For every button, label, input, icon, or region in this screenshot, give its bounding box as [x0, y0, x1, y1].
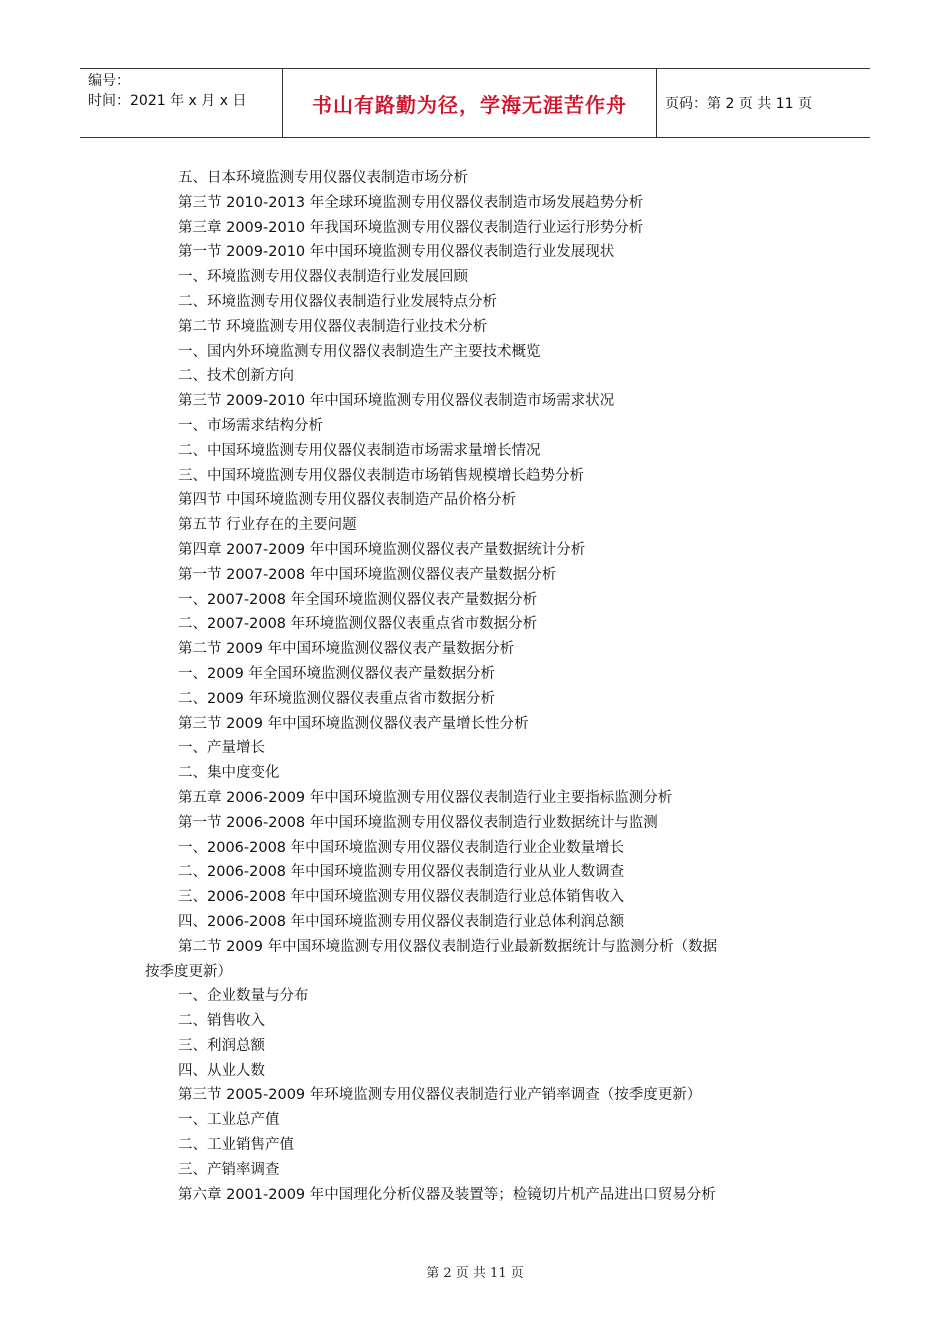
toc-line: 三、中国环境监测专用仪器仪表制造市场销售规模增长趋势分析 — [178, 467, 584, 484]
toc-line: 第三节 2009-2010 年中国环境监测专用仪器仪表制造市场需求状况 — [178, 393, 615, 410]
toc-line: 第二节 2009 年中国环境监测仪器仪表产量数据分析 — [178, 641, 515, 658]
toc-line: 第三节 2010-2013 年全球环境监测专用仪器仪表制造市场发展趋势分析 — [178, 194, 644, 211]
toc-line: 第三节 2005-2009 年环境监测专用仪器仪表制造行业产销率调查（按季度更新） — [178, 1087, 702, 1104]
toc-line: 第一节 2007-2008 年中国环境监测仪器仪表产量数据分析 — [178, 566, 557, 583]
motto-text: 书山有路勤为径，学海无涯苦作舟 — [312, 92, 627, 117]
page-footer — [0, 1262, 950, 1281]
toc-line: 二、2009 年环境监测仪器仪表重点省市数据分析 — [178, 690, 496, 707]
toc-line: 四、从业人数 — [178, 1062, 265, 1079]
toc-line: 一、环境监测专用仪器仪表制造行业发展回顾 — [178, 269, 468, 286]
toc-line: 第四章 2007-2009 年中国环境监测仪器仪表产量数据统计分析 — [178, 541, 586, 558]
toc-line: 第三节 2009 年中国环境监测仪器仪表产量增长性分析 — [178, 715, 529, 732]
date-label: 时间：2021 年 x 月 x 日 — [88, 93, 247, 109]
toc-line: 三、2006-2008 年中国环境监测专用仪器仪表制造行业总体销售收入 — [178, 889, 625, 906]
toc-line: 第三章 2009-2010 年我国环境监测专用仪器仪表制造行业运行形势分析 — [178, 219, 644, 236]
toc-line: 第二节 2009 年中国环境监测专用仪器仪表制造行业最新数据统计与监测分析（数据 — [178, 938, 718, 955]
toc-line: 第二节 环境监测专用仪器仪表制造行业技术分析 — [178, 318, 488, 335]
toc-line: 第四节 中国环境监测专用仪器仪表制造产品价格分析 — [178, 492, 517, 509]
header-meta-cell — [80, 69, 283, 137]
toc-line: 第一节 2006-2008 年中国环境监测专用仪器仪表制造行业数据统计与监测 — [178, 814, 658, 831]
header-motto-cell — [283, 69, 657, 137]
toc-line-continuation: 按季度更新） — [145, 963, 232, 980]
header-page-cell — [657, 69, 870, 137]
toc-line: 二、销售收入 — [178, 1013, 265, 1030]
page-info: 页码：第 2 页 共 11 页 — [665, 96, 812, 112]
toc-line: 第一节 2009-2010 年中国环境监测专用仪器仪表制造行业发展现状 — [178, 244, 615, 261]
footer-page-number: 第 2 页 共 11 页 — [426, 1266, 524, 1281]
toc-line: 一、产量增长 — [178, 740, 265, 757]
toc-line: 二、2007-2008 年环境监测仪器仪表重点省市数据分析 — [178, 616, 538, 633]
toc-line: 一、工业总产值 — [178, 1112, 280, 1129]
toc-line: 二、环境监测专用仪器仪表制造行业发展特点分析 — [178, 293, 497, 310]
toc-line: 三、产销率调查 — [178, 1161, 280, 1178]
toc-line: 一、国内外环境监测专用仪器仪表制造生产主要技术概览 — [178, 343, 541, 360]
toc-line: 第五节 行业存在的主要问题 — [178, 517, 357, 534]
toc-line: 三、利润总额 — [178, 1037, 265, 1054]
toc-line: 二、集中度变化 — [178, 765, 280, 782]
toc-line: 二、技术创新方向 — [178, 368, 294, 385]
toc-content — [145, 166, 815, 1207]
toc-line: 一、2006-2008 年中国环境监测专用仪器仪表制造行业企业数量增长 — [178, 839, 625, 856]
toc-line: 第五章 2006-2009 年中国环境监测专用仪器仪表制造行业主要指标监测分析 — [178, 789, 673, 806]
toc-line: 四、2006-2008 年中国环境监测专用仪器仪表制造行业总体利润总额 — [178, 913, 625, 930]
toc-line: 二、2006-2008 年中国环境监测专用仪器仪表制造行业从业人数调查 — [178, 864, 625, 881]
toc-line: 一、市场需求结构分析 — [178, 417, 323, 434]
toc-line: 二、中国环境监测专用仪器仪表制造市场需求量增长情况 — [178, 442, 541, 459]
toc-line: 第六章 2001-2009 年中国理化分析仪器及装置等；检镜切片机产品进出口贸易分析 — [178, 1186, 716, 1203]
toc-line: 二、工业销售产值 — [178, 1137, 294, 1154]
toc-line: 一、2007-2008 年全国环境监测仪器仪表产量数据分析 — [178, 591, 538, 608]
document-header — [80, 68, 870, 138]
toc-line: 五、日本环境监测专用仪器仪表制造市场分析 — [178, 170, 468, 186]
number-label: 编号： — [88, 73, 130, 89]
toc-line: 一、企业数量与分布 — [178, 988, 309, 1005]
toc-line: 一、2009 年全国环境监测仪器仪表产量数据分析 — [178, 665, 496, 682]
